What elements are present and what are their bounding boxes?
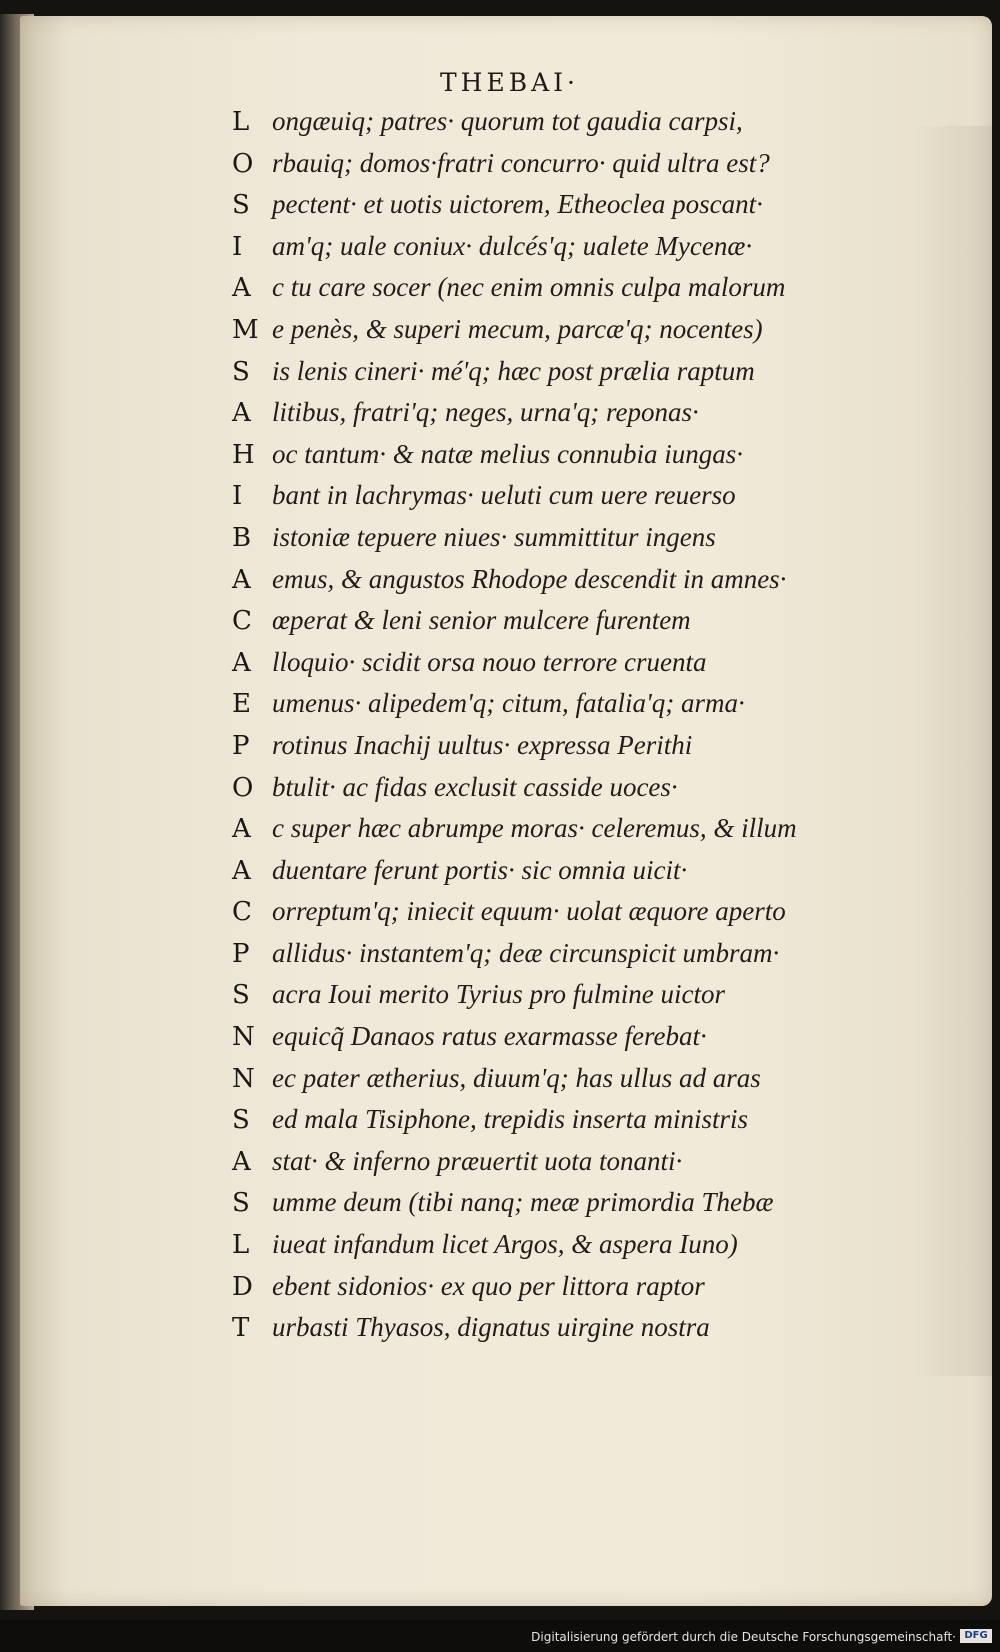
verse-initial: S [232,1188,250,1219]
verse-text: am'q; uale coniux· dulcés'q; ualete Mycenæ· [272,230,753,261]
verse-initial: A [232,647,251,678]
verse-line [232,522,902,564]
verse-initial: S [232,980,250,1011]
verse-line [232,1187,902,1229]
verse-text: is lenis cineri· mé'q; hæc post prælia raptum [272,355,755,386]
verse-line [232,314,902,356]
verse-text: allidus· instantem'q; deæ circunspicit umbram· [272,937,780,968]
verse-line [232,1104,902,1146]
verse-initial: P [232,730,250,761]
verse-initial: H [232,439,255,470]
verse-line [232,1229,902,1271]
verse-text: lloquio· scidit orsa nouo terrore cruenta [272,646,707,677]
verse-initial: A [232,814,251,845]
verse-line [232,896,902,938]
verse-line [232,688,902,730]
verse-initial: C [232,897,252,928]
verse-initial: A [232,273,251,304]
running-head: THEBAI· [440,68,579,97]
verse-line [232,106,902,148]
verse-initial: O [232,148,254,179]
verse-line [232,1312,902,1354]
verse-text: stat· & inferno præuertit uota tonanti· [272,1145,683,1176]
verse-initial: L [232,1230,250,1261]
verse-initial: N [232,1022,255,1053]
verse-initial: S [232,1105,250,1136]
verse-line [232,605,902,647]
verse-line [232,480,902,522]
verse-initial: M [232,314,259,345]
verse-text: bant in lachrymas· ueluti cum uere reuerso [272,480,736,511]
verse-line [232,148,902,190]
verse-line [232,938,902,980]
verse-text: umme deum (tibi nanq; meæ primordia Thebæ [272,1187,774,1218]
verse-initial: O [232,772,254,803]
verse-line [232,855,902,897]
verse-initial: E [232,689,251,720]
verse-initial: B [232,522,252,553]
verse-initial: A [232,1146,251,1177]
verse-line [232,647,902,689]
verse-text: c tu care socer (nec enim omnis culpa malorum [272,272,786,303]
verse-text: ec pater ætherius, diuum'q; has ullus ad aras [272,1062,761,1093]
verse-text: acra Ioui merito Tyrius pro fulmine uictor [272,979,725,1010]
verse-line [232,1021,902,1063]
verse-initial: L [232,107,250,137]
verse-text: emus, & angustos Rhodope descendit in amnes· [272,563,787,594]
verse-initial: A [232,398,251,429]
verse-text: istoniæ tepuere niues· summittitur ingens [272,521,716,552]
verse-text: iueat infandum licet Argos, & aspera Iuno) [272,1229,738,1260]
verse-line [232,564,902,606]
verse-initial: C [232,606,252,637]
verse-initial: S [232,356,250,387]
verse-text: pectent· et uotis uictorem, Etheoclea poscant· [272,189,763,220]
verse-line [232,1271,902,1313]
verse-text: rbauiq; domos·fratri concurro· quid ultra est? [272,147,770,178]
verse-initial: D [232,1271,253,1302]
verse-line [232,979,902,1021]
verse-initial: A [232,564,251,595]
verse-line [232,189,902,231]
verse-text: rotinus Inachij uultus· expressa Perithi [272,729,693,760]
verse-initial: T [232,1313,250,1344]
verse-line [232,356,902,398]
verse-line [232,397,902,439]
verse-text: equicq̃ Danaos ratus exarmasse ferebat· [272,1021,707,1052]
verse-line [232,813,902,855]
verse-line [232,730,902,772]
verse-text: œperat & leni senior mulcere furentem [272,605,691,636]
verse-line [232,772,902,814]
verse-initial: S [232,190,250,221]
verse-line [232,231,902,273]
funding-credit: Digitalisierung gefördert durch die Deutsche Forschungsgemeinschaft· [531,1630,956,1644]
verse-text: c super hæc abrumpe moras· celeremus, & illum [272,813,797,844]
verse-initial: I [232,231,243,262]
verse-text: orreptum'q; iniecit equum· uolat æquore aperto [272,896,786,927]
verse-block [232,106,902,1354]
verse-line [232,439,902,481]
verse-text: e penès, & superi mecum, parcæ'q; nocentes) [272,313,763,344]
verse-text: ed mala Tisiphone, trepidis inserta ministris [272,1104,749,1135]
verse-text: litibus, fratri'q; neges, urna'q; reponas· [272,397,699,428]
verse-line [232,272,902,314]
dfg-logo: DFG [960,1629,992,1643]
verse-text: duentare ferunt portis· sic omnia uicit· [272,854,688,885]
digitization-footer [0,1620,1000,1652]
verse-text: ongæuiq; patres· quorum tot gaudia carpsi, [272,106,743,136]
verse-initial: P [232,938,250,969]
verse-initial: A [232,855,251,886]
verse-line [232,1146,902,1188]
verse-text: oc tantum· & natæ melius connubia iungas· [272,438,743,469]
verse-text: umenus· alipedem'q; citum, fatalia'q; arma· [272,688,745,719]
verse-line [232,1063,902,1105]
verse-initial: I [232,481,243,512]
verse-text: urbasti Thyasos, dignatus uirgine nostra [272,1312,710,1343]
verse-text: ebent sidonios· ex quo per littora raptor [272,1270,705,1301]
verse-initial: N [232,1063,255,1094]
verse-text: btulit· ac fidas exclusit casside uoces· [272,771,678,802]
facing-page-bleed [912,126,992,1376]
